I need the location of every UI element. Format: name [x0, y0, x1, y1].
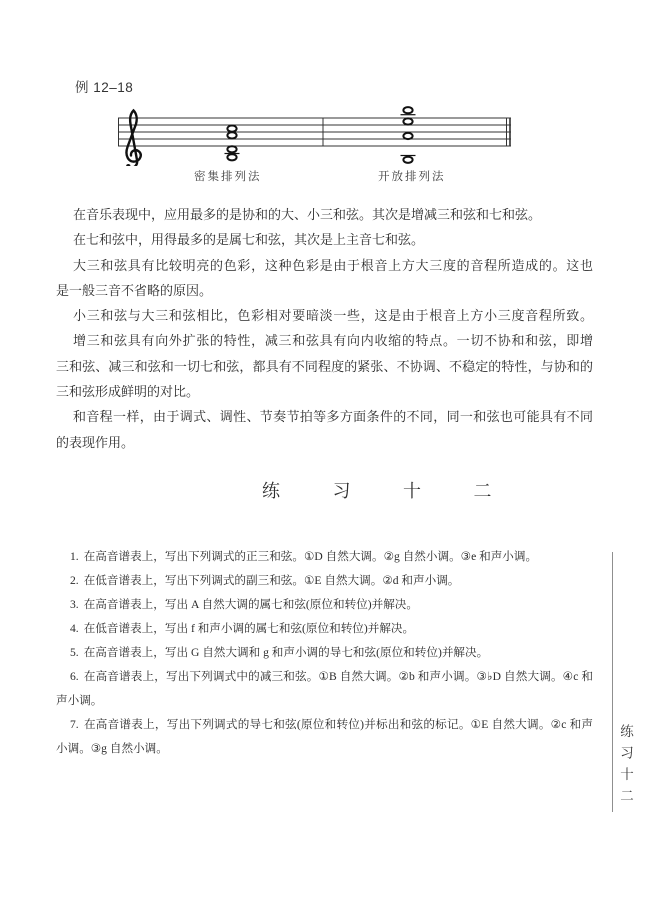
paragraph-line: 三和弦形成鲜明的对比。 [56, 384, 200, 400]
paragraph-line: 增三和弦具有向外扩张的特性，减三和弦具有向内收缩的特点。一切不协和和弦，即增 [73, 333, 593, 349]
exercise-item [56, 641, 593, 665]
chord-label-close-position: 密集排列法 [194, 171, 262, 183]
paragraph-line: 和音程一样，由于调式、调性、节奏节拍等多方面条件的不同，同一和弦也可能具有不同 [73, 409, 593, 425]
exercise-number: 4. [70, 622, 79, 635]
exercise-line: 5. 在高音谱表上，写出 G 自然大调和 g 和声小调的导七和弦(原位和转位)并解决。 [70, 646, 489, 659]
paragraph-line: 小三和弦与大三和弦相比，色彩相对要暗淡一些，这是由于根音上方小三度音程所致。 [73, 308, 593, 324]
exercise-number: 3. [70, 598, 79, 611]
open-position-chord [401, 107, 416, 163]
exercise-item [56, 665, 593, 713]
exercise-number: 2. [70, 574, 79, 587]
sidebar-vertical-label: 练习十二 [618, 724, 633, 810]
example-label: 例 12–18 [75, 80, 134, 95]
paragraph-line: 是一般三音不省略的原因。 [56, 282, 213, 298]
exercise-line: 3. 在高音谱表上，写出 A 自然大调的属七和弦(原位和转位)并解决。 [70, 598, 418, 611]
paragraph-line: 大三和弦具有比较明亮的色彩，这种色彩是由于根音上方大三度的音程所造成的。这也 [73, 257, 593, 273]
paragraph [56, 227, 593, 252]
exercise-line: 1. 在高音谱表上，写出下列调式的正三和弦。①D 自然大调。②g 自然小调。③e 和声小调。 [70, 550, 538, 563]
exercise-number: 7. [70, 718, 79, 731]
exercise-number: 1. [70, 550, 79, 563]
paragraph-line: 的表现作用。 [56, 434, 135, 450]
staff [118, 118, 511, 146]
exercise-item [56, 545, 593, 569]
exercise-number: 6. [70, 670, 79, 683]
exercise-line: 4. 在低音谱表上，写出 f 和声小调的属七和弦(原位和转位)并解决。 [70, 622, 415, 635]
treble-clef-icon [126, 111, 141, 167]
paragraph-line: 三和弦、减三和弦和一切七和弦，都具有不同程度的紧张、不协调、不稳定的特性，与协和的 [56, 358, 593, 374]
close-position-chord [225, 126, 240, 161]
paragraph [56, 303, 593, 328]
exercise-item [56, 713, 593, 761]
chord-label-open-position: 开放排列法 [378, 171, 446, 183]
exercise-item [56, 569, 593, 593]
exercise-item [56, 617, 593, 641]
exercise-line: 7. 在高音谱表上，写出下列调式的导七和弦(原位和转位)并标出和弦的标记。①E 自然大调。②c 和声 [70, 718, 593, 731]
paragraph-line: 在七和弦中，用得最多的是属七和弦，其次是上主音七和弦。 [73, 232, 425, 248]
body-paragraphs [56, 202, 593, 455]
exercise-line: 声小调。 [56, 694, 103, 707]
paragraph [56, 404, 593, 455]
paragraph [56, 253, 593, 304]
music-score [0, 96, 645, 166]
paragraph [56, 328, 593, 404]
exercise-item [56, 593, 593, 617]
sidebar-rule [612, 552, 613, 812]
exercise-line: 6. 在高音谱表上，写出下列调式中的减三和弦。①B 自然大调。②b 和声小调。③♭D 自然大调。④c 和 [70, 670, 593, 683]
exercise-line: 2. 在低音谱表上，写出下列调式的副三和弦。①E 自然大调。②d 和声小调。 [70, 574, 460, 587]
exercise-line: 小调。③g 自然小调。 [56, 742, 168, 755]
exercise-section-title: 练 习 十 二 [262, 481, 516, 501]
paragraph-line: 在音乐表现中，应用最多的是协和的大、小三和弦。其次是增减三和弦和七和弦。 [73, 207, 542, 222]
exercise-list [56, 545, 593, 761]
exercise-number: 5. [70, 646, 79, 659]
paragraph [56, 202, 593, 227]
